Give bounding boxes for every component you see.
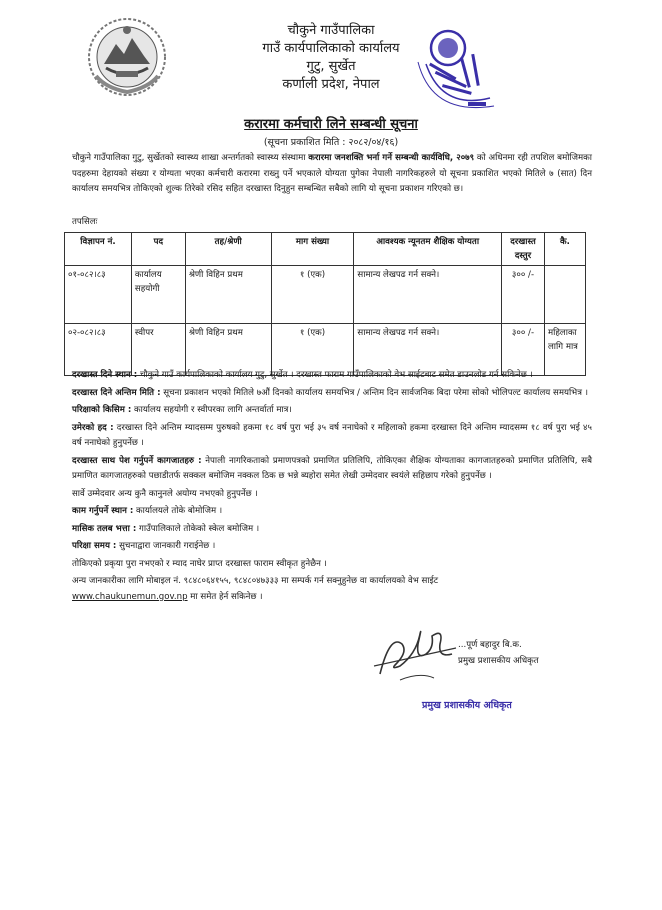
header-post: पद bbox=[131, 233, 185, 266]
cell-fee: ३०० /- bbox=[502, 266, 545, 324]
header-adv-no: विज्ञापन नं. bbox=[65, 233, 132, 266]
other-condition: सार्वे उम्मेदवार अन्य कुनै कानुनले अयोग्य नभएको हुनुपर्नेछ । bbox=[72, 488, 258, 499]
cell-fee: ३०० /- bbox=[502, 324, 545, 376]
application-place: दरखास्त दिने स्थान : चौकुने गाउँ कार्यपालिकाको कार्यालय गुटु, सुर्खेत । दरखास्त फाराम गाउँपालिकाको वेभ साईटबाट समेत डाउनलोड गर्न सकिनेछ । bbox=[72, 370, 533, 380]
municipality-name: चौकुने गाउँपालिका bbox=[287, 23, 375, 38]
cell-qualification: सामान्य लेखपढ गर्न सक्ने। bbox=[354, 266, 502, 324]
cell-level: श्रेणी विहिन प्रथम bbox=[185, 266, 271, 324]
exam-type: परिक्षाको किसिम : कार्यालय सहयोगी र स्वीपरका लागि अन्तर्वार्ता मात्र। bbox=[72, 405, 292, 415]
table-row bbox=[65, 266, 586, 324]
website-link[interactable]: www.chaukunemun.gov.np bbox=[72, 591, 188, 602]
monthly-salary: मासिक तलब भत्ता : गाउँपालिकाले तोकेको स्केल बमोजिम । bbox=[72, 523, 260, 534]
cell-adv-no: ०२-०८२।८३ bbox=[65, 324, 132, 376]
office-name: गाउँ कार्यपालिकाको कार्यालय bbox=[262, 41, 400, 56]
age-limit: उमेरको हद : दरखास्त दिने अन्तिम म्यादसम्म पुरुषको हकमा १८ वर्ष पुरा भई ३५ वर्ष ननाघेको र महिलाको हकमा दरखास्त दिने अन्तिम म्यादसम्म १८ वर्ष पुरा भई ४५ वर्ष ननाघेको हुनुपर्नेछ । bbox=[72, 422, 592, 448]
designation-stamp: प्रमुख प्रशासकीय अधिकृत bbox=[422, 700, 512, 711]
required-documents: दरखास्त साथ पेश गर्नुपर्ने कागजातहरु : नेपाली नागरिकताको प्रमाणपत्रको प्रमाणित प्रतिलिपि, तोकिएका शैक्षिक योग्यताका कागजातहरुको प्रमाणित प्रतिलिपि, सबै प्रमाणित कागजातहरुको पछाडीतर्फ सक्कल बमोजिम नक्कल ठिक छ भन्ने ब्यहोरा समेत लेखी उम्मेदवार स्वयंले सहिछाप गरेको हुनुपर्नेछ । bbox=[72, 455, 592, 481]
late-application-note: तोकिएको प्रकृया पुरा नभएको र म्याद नाघेर प्राप्त दरखास्त फाराम स्वीकृत हुनेछैन । bbox=[72, 558, 327, 569]
cell-post: कार्यालय सहयोगी bbox=[131, 266, 185, 324]
cell-count: १ (एक) bbox=[271, 266, 354, 324]
signatory-position: प्रमुख प्रशासकीय अधिकृत bbox=[458, 656, 539, 666]
header-level: तह/श्रेणी bbox=[185, 233, 271, 266]
cell-remark bbox=[544, 266, 585, 324]
workplace: काम गर्नुपर्ने स्थान : कार्यालयले तोके बोमोजिम । bbox=[72, 506, 223, 516]
contact-info: अन्य जानकारीका लागि मोबाइल नं. ९८४८०६४१५५, ९८४८०४७३३३ मा सम्पर्क गर्न सक्नुहुनेछ वा कार्यालयको वेभ साईट www.chaukunemun.gov.np मा समेत हेर्न सकिनेछ । bbox=[72, 576, 439, 602]
handwritten-signature-icon bbox=[360, 614, 470, 684]
header-remark: कै. bbox=[544, 233, 585, 266]
notice-title: करारमा कर्मचारी लिने सम्बन्धी सूचना bbox=[244, 117, 418, 132]
header-qualification: आवश्यक न्यूनतम शैक्षिक योग्यता bbox=[354, 233, 502, 266]
notice-details bbox=[72, 368, 592, 607]
office-location: गुटु, सुर्खेत bbox=[306, 59, 356, 74]
application-deadline: दरखास्त दिने अन्तिम मिति : सूचना प्रकाशन भएको मितिले ७औं दिनको कार्यालय समयभित्र / अन्तिम दिन सार्वजनिक बिदा परेमा सोको भोलिपल्ट कार्यालय समयभित्र । bbox=[72, 387, 588, 398]
cell-remark: महिलाका लागि मात्र bbox=[544, 324, 585, 376]
header-fee: दरखास्त दस्तुर bbox=[502, 233, 545, 266]
intro-paragraph: चौकुने गाउँपालिका गुटु, सुर्खेतको स्वास्थ्य शाखा अन्तर्गतको स्वास्थ्य संस्थामा करारमा जनशक्ति भर्ना गर्ने सम्बन्धी कार्यविधि, २०७९ को अधिनमा रही तपशिल बमोजिमका पदहरुमा देहायको संख्या र योग्यता भएका कर्मचारी करारमा राख्नु पर्ने भएकाले योग्यता पुगेका नेपाली नागरिकहरुले यो सूचना प्रकाशित भएको मितिले ७ (सात) दिन कार्यालय समयभित्र तोकिएको शुल्क तिरेको रसिद सहित दरखास्त दिनुहुन सम्बन्धित सबैको लागि यो सूचना प्रकाशन गरिएको छ। bbox=[72, 153, 593, 194]
cell-adv-no: ०१-०८२।८३ bbox=[65, 266, 132, 324]
cell-post: स्वीपर bbox=[131, 324, 185, 376]
header-count: माग संख्या bbox=[271, 233, 354, 266]
province-name: कर्णाली प्रदेश, नेपाल bbox=[282, 77, 380, 92]
details-label: तपसिलः bbox=[72, 217, 98, 227]
cell-level: श्रेणी विहिन प्रथम bbox=[185, 324, 271, 376]
cell-count: १ (एक) bbox=[271, 324, 354, 376]
signatory-name: ...पूर्ण बहादुर बि.क. bbox=[458, 640, 522, 650]
exam-time: परिक्षा समय : सुचनाद्वारा जानकारी गराईनेछ । bbox=[72, 541, 216, 551]
publish-date: (सूचना प्रकाशित मिति : २०८२/०४/१६) bbox=[263, 137, 399, 148]
cell-qualification: सामान्य लेखपढ गर्न सक्ने। bbox=[354, 324, 502, 376]
table-header-row bbox=[65, 233, 586, 266]
vacancy-table bbox=[64, 232, 586, 376]
